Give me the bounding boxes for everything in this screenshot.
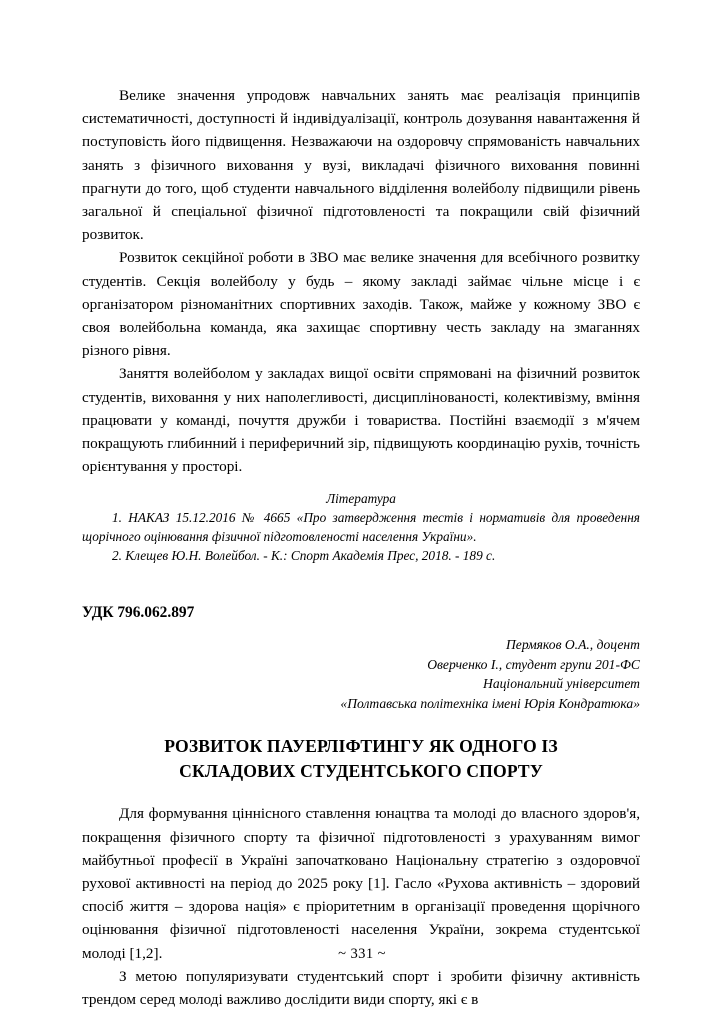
literature-heading: Література bbox=[326, 491, 396, 507]
page-number: ~ 331 ~ bbox=[338, 946, 386, 962]
article-title-line: СКЛАДОВИХ СТУДЕНТСЬКОГО СПОРТУ bbox=[179, 761, 543, 782]
literature-item: 1. НАКАЗ 15.12.2016 № 4665 «Про затвердження тестів і нормативів для проведення щорічного оцінювання фізичної підготовленості населення України». bbox=[82, 510, 640, 545]
author-line: Пермяков О.А., доцент bbox=[505, 637, 640, 653]
body-paragraph: Для формування ціннісного ставлення юнацтва та молоді до власного здоров'я, покращення фізичного спорту та фізичної підготовленості з урахуванням вимог майбутньої професії в Україні започатковано Національну стратегію з оздоровчої рухової активності на період до 2025 року [1]. Гасло «Рухова активність – здоровий спосіб життя – здорова нація» є пріоритетним в організації проведення щорічного оцінювання фізичної підготовленості населення України, зокрема студентської молоді [1,2]. bbox=[82, 805, 640, 962]
body-section-volleyball bbox=[82, 84, 640, 478]
body-paragraph: Велике значення упродовж навчальних занять має реалізація принципів систематичності, доступності й індивідуалізації, контроль дозування навантаження й поступовість його підвищення. Незважаючи на оздоровчу спрямованість навчальних занять з фізичного виховання у вузі, викладачі фізичного виховання повинні прагнути до того, щоб студенти навчального відділення волейболу підвищили рівень загальної й спеціальної фізичної підготовленості та покращили свій фізичний розвиток. bbox=[82, 87, 640, 244]
affiliation-line: Національний університет bbox=[483, 676, 640, 692]
body-paragraph: З метою популяризувати студентський спорт і зробити фізичну активність трендом серед молоді важливо дослідити види спорту, які є в bbox=[82, 967, 640, 1009]
literature-section bbox=[82, 489, 640, 565]
page-content bbox=[82, 84, 640, 1011]
udc-code: УДК 796.062.897 bbox=[82, 604, 195, 622]
affiliation-line: «Полтавська політехніка імені Юрія Кондратюка» bbox=[340, 695, 640, 711]
article-title-line: РОЗВИТОК ПАУЕРЛІФТИНГУ ЯК ОДНОГО ІЗ bbox=[164, 736, 558, 757]
article-title bbox=[82, 713, 640, 784]
author-line: Оверченко І., студент групи 201-ФС bbox=[427, 656, 640, 672]
body-paragraph: Розвиток секційної роботи в ЗВО має велике значення для всебічного розвитку студентів. Секція волейболу у будь – якому закладі займає чільне місце і є організатором різноманітних спортивних заходів. Також, майже у кожному ЗВО є своя волейбольна команда, яка захищає спортивну честь закладу на змаганнях різного рівня. bbox=[82, 249, 640, 360]
article-body bbox=[82, 784, 640, 1011]
body-paragraph: Заняття волейболом у закладах вищої освіти спрямовані на фізичний розвиток студентів, виховання у них наполегливості, дисциплінованості, колективізму, вміння працювати у команді, почуття дружби і товариства. Постійні взаємодії з м'ячем покращують глибинний і периферичний зір, підвищують координацію рухів, точність орієнтування у просторі. bbox=[82, 365, 640, 476]
author-block bbox=[82, 635, 640, 713]
literature-item: 2. Клещев Ю.Н. Волейбол. - К.: Спорт Академія Прес, 2018. - 189 с. bbox=[112, 548, 496, 564]
